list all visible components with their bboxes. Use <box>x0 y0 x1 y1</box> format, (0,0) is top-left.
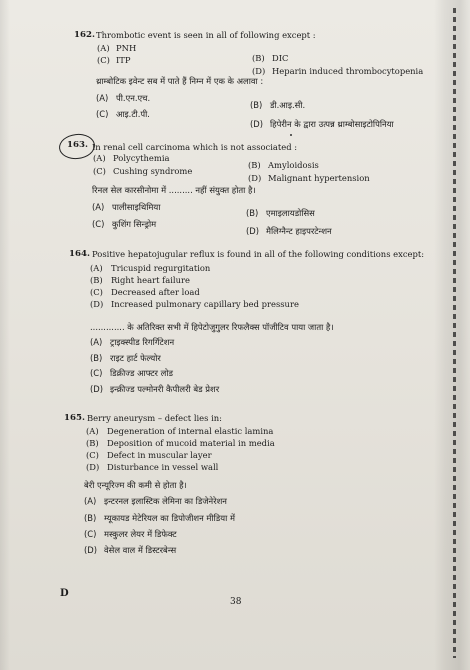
option-key: (C) <box>92 219 105 229</box>
question-text-en: In renal cell carcinoma which is not associated : <box>92 142 298 152</box>
question-text-hi: थ्राम्बोटिक इवेन्ट सब में पाते हैं निम्न में एक के अलावा : <box>96 76 264 86</box>
question-text-hi: रिनल सेल कारसीनोमा में ......... नहीं संयुक्त होता है। <box>92 185 256 195</box>
option-text: Decreased after load <box>111 287 200 297</box>
option-key: (C) <box>90 368 103 378</box>
ink-dot <box>290 134 292 136</box>
option-key: (A) <box>86 426 99 436</box>
option-key: (D) <box>250 119 263 129</box>
option-text: हिपेरीन के द्वारा उत्पन्न थ्राम्बोसाइटोपिनिया <box>270 119 394 129</box>
question-number: 162. <box>74 30 95 40</box>
option-key: (B) <box>86 438 99 448</box>
option-key: (A) <box>92 202 105 212</box>
question-number: 164. <box>69 249 90 259</box>
option-key: (B) <box>248 160 261 170</box>
question-number: 163. <box>67 140 88 150</box>
option-key: (B) <box>90 353 103 363</box>
option-key: (D) <box>90 384 103 394</box>
option-text: ITP <box>116 55 131 65</box>
option-text: इन्क्रीज्ड पल्मोनरी कैपीलरी बेड प्रेशर <box>110 384 220 394</box>
option-text: म्यूकायड मेटेरियल का डिपोजीशन मीडिया में <box>104 513 235 523</box>
option-text: एमाइलायडोसिस <box>266 208 315 218</box>
option-key: (A) <box>93 153 106 163</box>
option-key: (D) <box>252 66 266 76</box>
option-key: (B) <box>250 100 263 110</box>
option-key: (C) <box>96 109 109 119</box>
option-text: Tricuspid regurgitation <box>111 263 211 273</box>
option-text: पालीसाइथिमिया <box>112 202 161 212</box>
option-key: (C) <box>97 55 110 65</box>
option-key: (D) <box>248 173 262 183</box>
option-key: (D) <box>90 299 104 309</box>
option-key: (C) <box>86 450 99 460</box>
question-text-en: Thrombotic event is seen in all of following except : <box>96 30 316 40</box>
binding-spine <box>434 0 470 670</box>
option-key: (D) <box>84 545 97 555</box>
option-key: (D) <box>246 226 259 236</box>
question-text-hi: बेरी एन्यूरिज्म की कमी से होता है। <box>84 480 187 490</box>
option-text: Deposition of mucoid material in media <box>107 438 275 448</box>
question-number: 165. <box>64 413 85 423</box>
page-number: 38 <box>230 597 242 607</box>
option-text: Degeneration of internal elastic lamina <box>107 426 274 436</box>
option-text: वेसेल वाल में डिस्टरबेन्स <box>104 545 177 555</box>
binding-stitch <box>453 8 456 658</box>
page-edge-shadow <box>0 0 10 670</box>
option-text: इन्टरनल इलास्टिक लेमिना का डिजेनेरेशन <box>104 496 227 506</box>
option-key: (A) <box>90 337 103 347</box>
option-text: राइट हार्ट फेल्योर <box>110 353 161 363</box>
option-text: डी.आइ.सी. <box>270 100 306 110</box>
option-text: Malignant hypertension <box>268 173 370 183</box>
option-text: Disturbance in vessel wall <box>107 462 219 472</box>
question-text-en: Berry aneurysm – defect lies in: <box>87 413 222 423</box>
booklet-series-letter: D <box>60 588 69 599</box>
option-text: PNH <box>116 43 137 53</box>
option-key: (A) <box>90 263 103 273</box>
option-key: (B) <box>84 513 97 523</box>
option-key: (C) <box>84 529 97 539</box>
option-key: (B) <box>90 275 103 285</box>
question-text-hi: ............. के अतिरिक्त सभी में हिपेटोजुगुलर रिफलैक्स पॉजीटिव पाया जाता है। <box>90 322 334 332</box>
option-text: Heparin induced thrombocytopenia <box>272 66 424 76</box>
option-key: (B) <box>246 208 259 218</box>
option-key: (A) <box>84 496 97 506</box>
option-text: Right heart failure <box>111 275 190 285</box>
option-text: मैलिग्नैन्ट हाइपरटेन्शन <box>266 226 332 236</box>
option-text: ट्राइक्स्पीड रिगर्गिटेशन <box>110 337 175 347</box>
option-text: DIC <box>272 53 289 63</box>
option-text: Defect in muscular layer <box>107 450 212 460</box>
option-text: Amyloidosis <box>268 160 319 170</box>
option-key: (A) <box>97 43 110 53</box>
option-text: आइ.टी.पी. <box>116 109 150 119</box>
option-text: Cushing syndrome <box>113 166 193 176</box>
option-key: (B) <box>252 53 265 63</box>
question-text-en: Positive hepatojugular reflux is found in all of the following conditions except: <box>92 249 425 259</box>
option-text: डिक्रीज्ड आफ्टर लोड <box>110 368 173 378</box>
option-text: मस्कुलर लेयर में डिफेक्ट <box>104 529 177 539</box>
option-key: (C) <box>93 166 106 176</box>
option-key: (D) <box>86 462 100 472</box>
option-key: (A) <box>96 93 109 103</box>
option-text: पी.एन.एच. <box>116 93 151 103</box>
option-text: Polycythemia <box>113 153 170 163</box>
option-text: कुशिंग सिन्ड्रोम <box>112 219 157 229</box>
option-text: Increased pulmonary capillary bed pressure <box>111 299 299 309</box>
option-key: (C) <box>90 287 103 297</box>
